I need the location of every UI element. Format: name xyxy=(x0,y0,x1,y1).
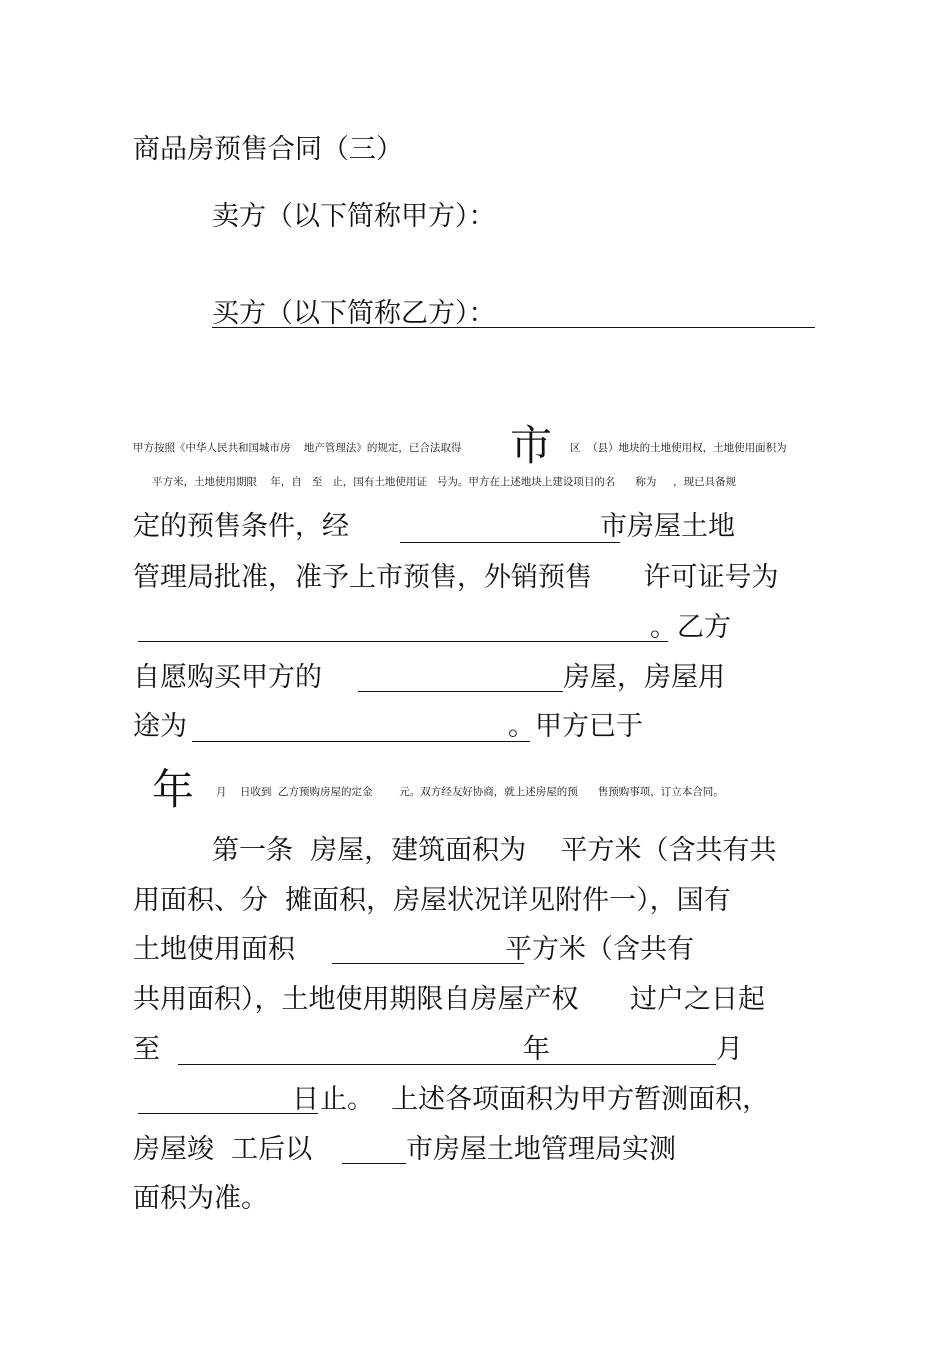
article-1-line-1: 第一条 房屋，建筑面积为 平方米（含共有共 xyxy=(212,835,777,866)
article-1-line-5a: 至 xyxy=(133,1034,160,1065)
article-1-line-4: 共用面积），土地使用期限自房屋产权 过户之日起 xyxy=(133,984,765,1015)
buyer-name-blank xyxy=(212,327,815,328)
land-area-blank xyxy=(332,963,524,964)
article-1-line-2: 用面积、分 摊面积，房屋状况详见附件一），国有 xyxy=(133,885,731,916)
approval-city-blank xyxy=(400,542,620,543)
article-1-line-6: 止。 上述各项面积为甲方暂测面积， xyxy=(320,1084,770,1115)
document-title: 商品房预售合同（三） xyxy=(133,134,403,165)
preamble-city-char: 市 xyxy=(510,421,553,470)
seller-label: 卖方（以下简称甲方）： xyxy=(212,201,496,232)
license-number-blank xyxy=(138,641,668,642)
end-day-blank xyxy=(138,1113,318,1114)
article-1-month: 月 xyxy=(716,1034,743,1065)
end-year-blank xyxy=(178,1064,556,1065)
end-month-blank xyxy=(556,1064,716,1065)
article-1-line-7b: 市房屋土地管理局实测 xyxy=(406,1134,676,1165)
house-type-blank xyxy=(358,691,563,692)
article-1-line-3a: 土地使用面积 xyxy=(133,934,295,965)
article-1-line-3b: 平方米（含共有 xyxy=(505,934,694,965)
preamble-line-8: 月 日收到 乙方预购房屋的定金 元。双方经友好协商，就上述房屋的预 售预购事项，订立本合同。 xyxy=(216,786,724,798)
survey-city-blank xyxy=(342,1163,406,1164)
article-1-line-7a: 房屋竣 工后以 xyxy=(133,1134,313,1165)
article-1-year: 年 xyxy=(523,1034,550,1065)
preamble-line-1b: 区 （县）地块的土地使用权，土地使用面积为 xyxy=(570,442,787,454)
house-use-blank xyxy=(192,741,530,742)
preamble-line-6b: 房屋，房屋用 xyxy=(563,662,725,693)
preamble-line-3b: 市房屋土地 xyxy=(600,511,735,542)
deposit-year-char: 年 xyxy=(152,765,195,814)
preamble-line-6a: 自愿购买甲方的 xyxy=(133,662,322,693)
preamble-line-1a: 甲方按照《中华人民共和国城市房 地产管理法》的规定，已合法取得 xyxy=(133,442,462,454)
buyer-label: 买方（以下简称乙方）： xyxy=(212,298,496,329)
preamble-line-4: 管理局批准，准予上市预售，外销预售 许可证号为 xyxy=(133,562,779,593)
preamble-line-3a: 定的预售条件，经 xyxy=(133,511,349,542)
preamble-line-7b: 。甲方已于 xyxy=(508,711,643,742)
preamble-line-2: 平方米，土地使用期限 年，自 至 止，国有土地使用证 号为。甲方在上述地块上建设项目的名 称为 ，现已具备规 xyxy=(152,476,737,488)
preamble-line-7a: 途为 xyxy=(133,711,187,742)
article-1-line-8: 面积为准。 xyxy=(133,1183,268,1214)
preamble-line-5b: 。乙方 xyxy=(650,612,731,643)
article-1-day: 日 xyxy=(292,1084,319,1115)
